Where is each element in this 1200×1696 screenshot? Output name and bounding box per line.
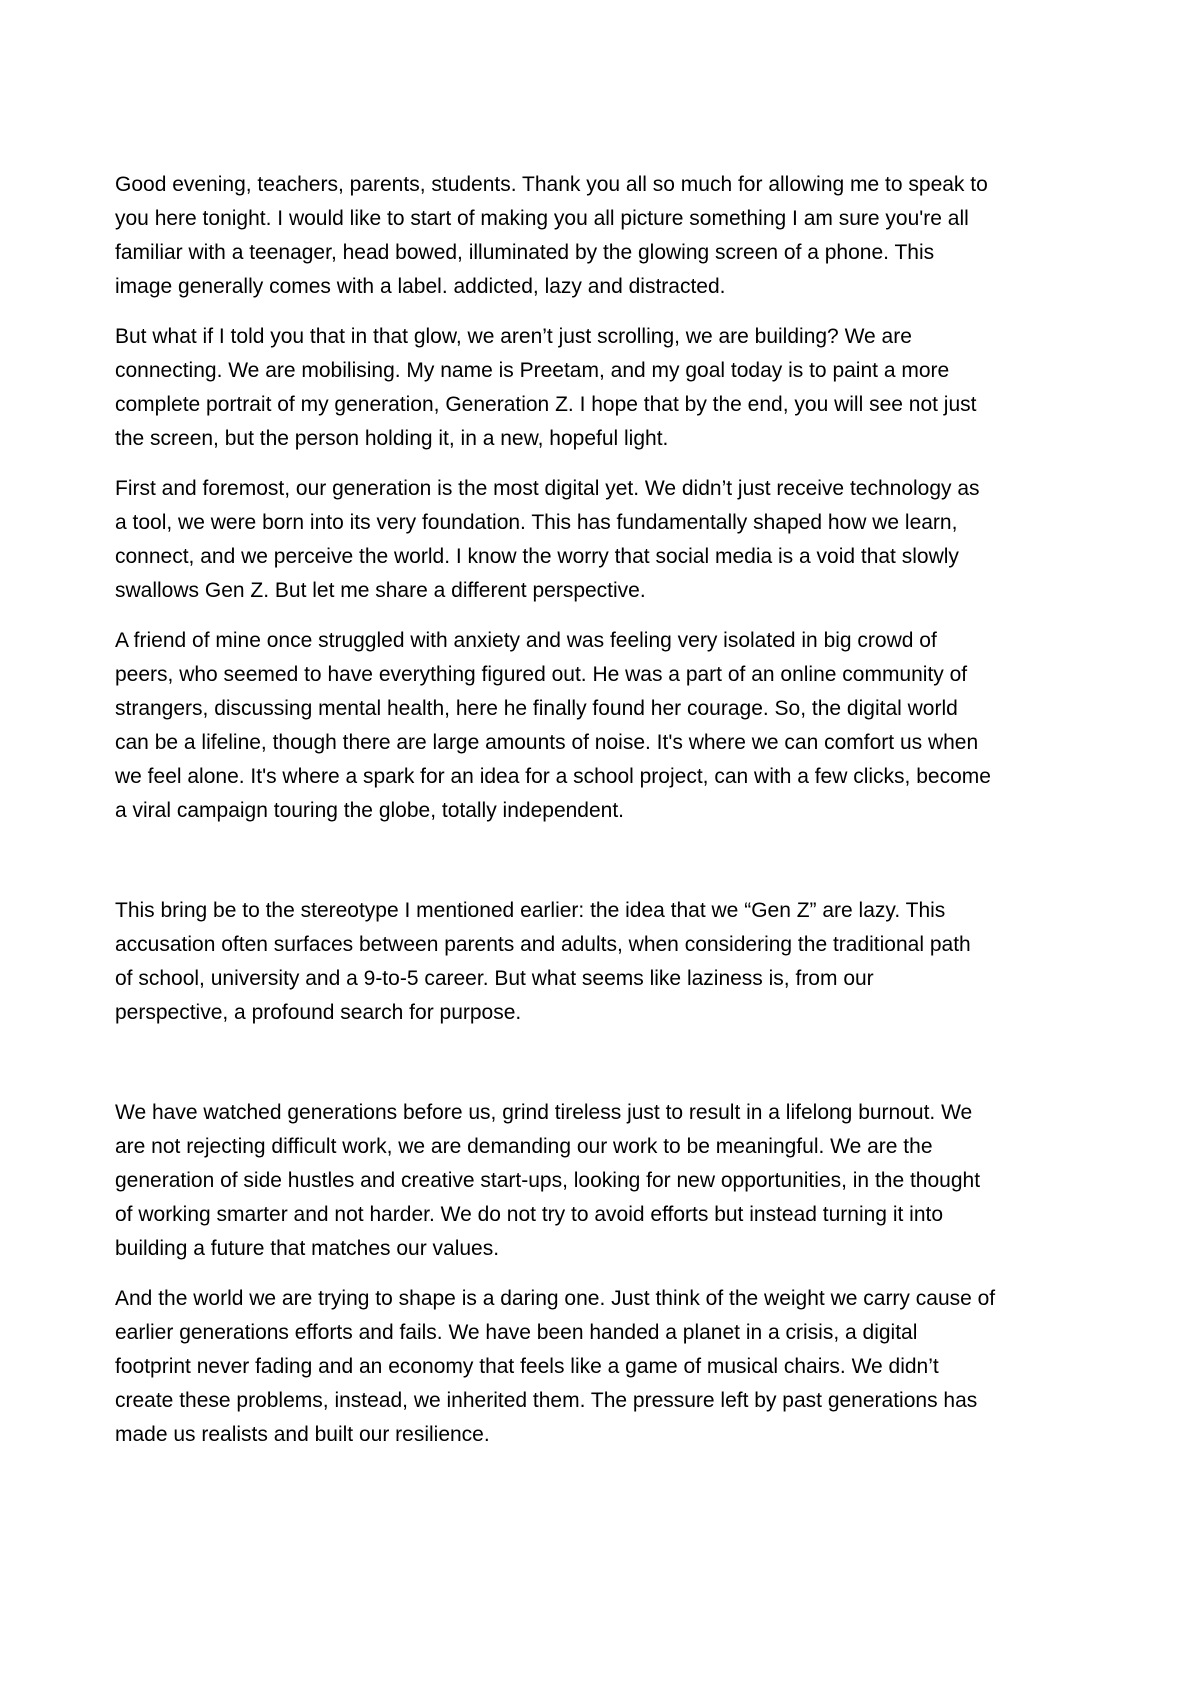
- paragraph-4: A friend of mine once struggled with anxiety and was feeling very isolated in big crowd of peers, who seemed to have everything figured out. He was a part of an online community of strangers, discussing mental health, here he finally found her courage. So, the digital world can be a lifeline, though there are large amounts of noise. It's where we can comfort us when we feel alone. It's where a spark for an idea for a school project, can with a few clicks, become a viral campaign touring the globe, totally independent.: [115, 629, 991, 822]
- document-body: [115, 168, 1095, 1468]
- paragraph-6: We have watched generations before us, grind tireless just to result in a lifelong burnout. We are not rejecting difficult work, we are demanding our work to be meaningful. We are the generation of side hustles and creative start-ups, looking for new opportunities, in the thought of working smarter and not harder. We do not try to avoid efforts but instead turning it into building a future that matches our values.: [115, 1101, 981, 1260]
- paragraph-3: First and foremost, our generation is the most digital yet. We didn’t just receive technology as a tool, we were born into its very foundation. This has fundamentally shaped how we learn, connect, and we perceive the world. I know the worry that social media is a void that slowly swallows Gen Z. But let me share a different perspective.: [115, 477, 980, 602]
- paragraph-2: But what if I told you that in that glow, we aren’t just scrolling, we are building? We are connecting. We are mobilising. My name is Preetam, and my goal today is to paint a more complete portrait of my generation, Generation Z. I hope that by the end, you will see not just the screen, but the person holding it, in a new, hopeful light.: [115, 325, 977, 450]
- paragraph-7: And the world we are trying to shape is a daring one. Just think of the weight we carry cause of earlier generations efforts and fails. We have been handed a planet in a crisis, a digital footprint never fading and an economy that feels like a game of musical chairs. We didn’t create these problems, instead, we inherited them. The pressure left by past generations has made us realists and built our resilience.: [115, 1287, 996, 1446]
- paragraph-5: This bring be to the stereotype I mentioned earlier: the idea that we “Gen Z” are lazy. This accusation often surfaces between parents and adults, when considering the traditional path of school, university and a 9-to-5 career. But what seems like laziness is, from our perspective, a profound search for purpose.: [115, 899, 971, 1024]
- paragraph-1: Good evening, teachers, parents, students. Thank you all so much for allowing me to speak to you here tonight. I would like to start of making you all picture something I am sure you're all familiar with a teenager, head bowed, illuminated by the glowing screen of a phone. This image generally comes with a label. addicted, lazy and distracted.: [115, 173, 988, 298]
